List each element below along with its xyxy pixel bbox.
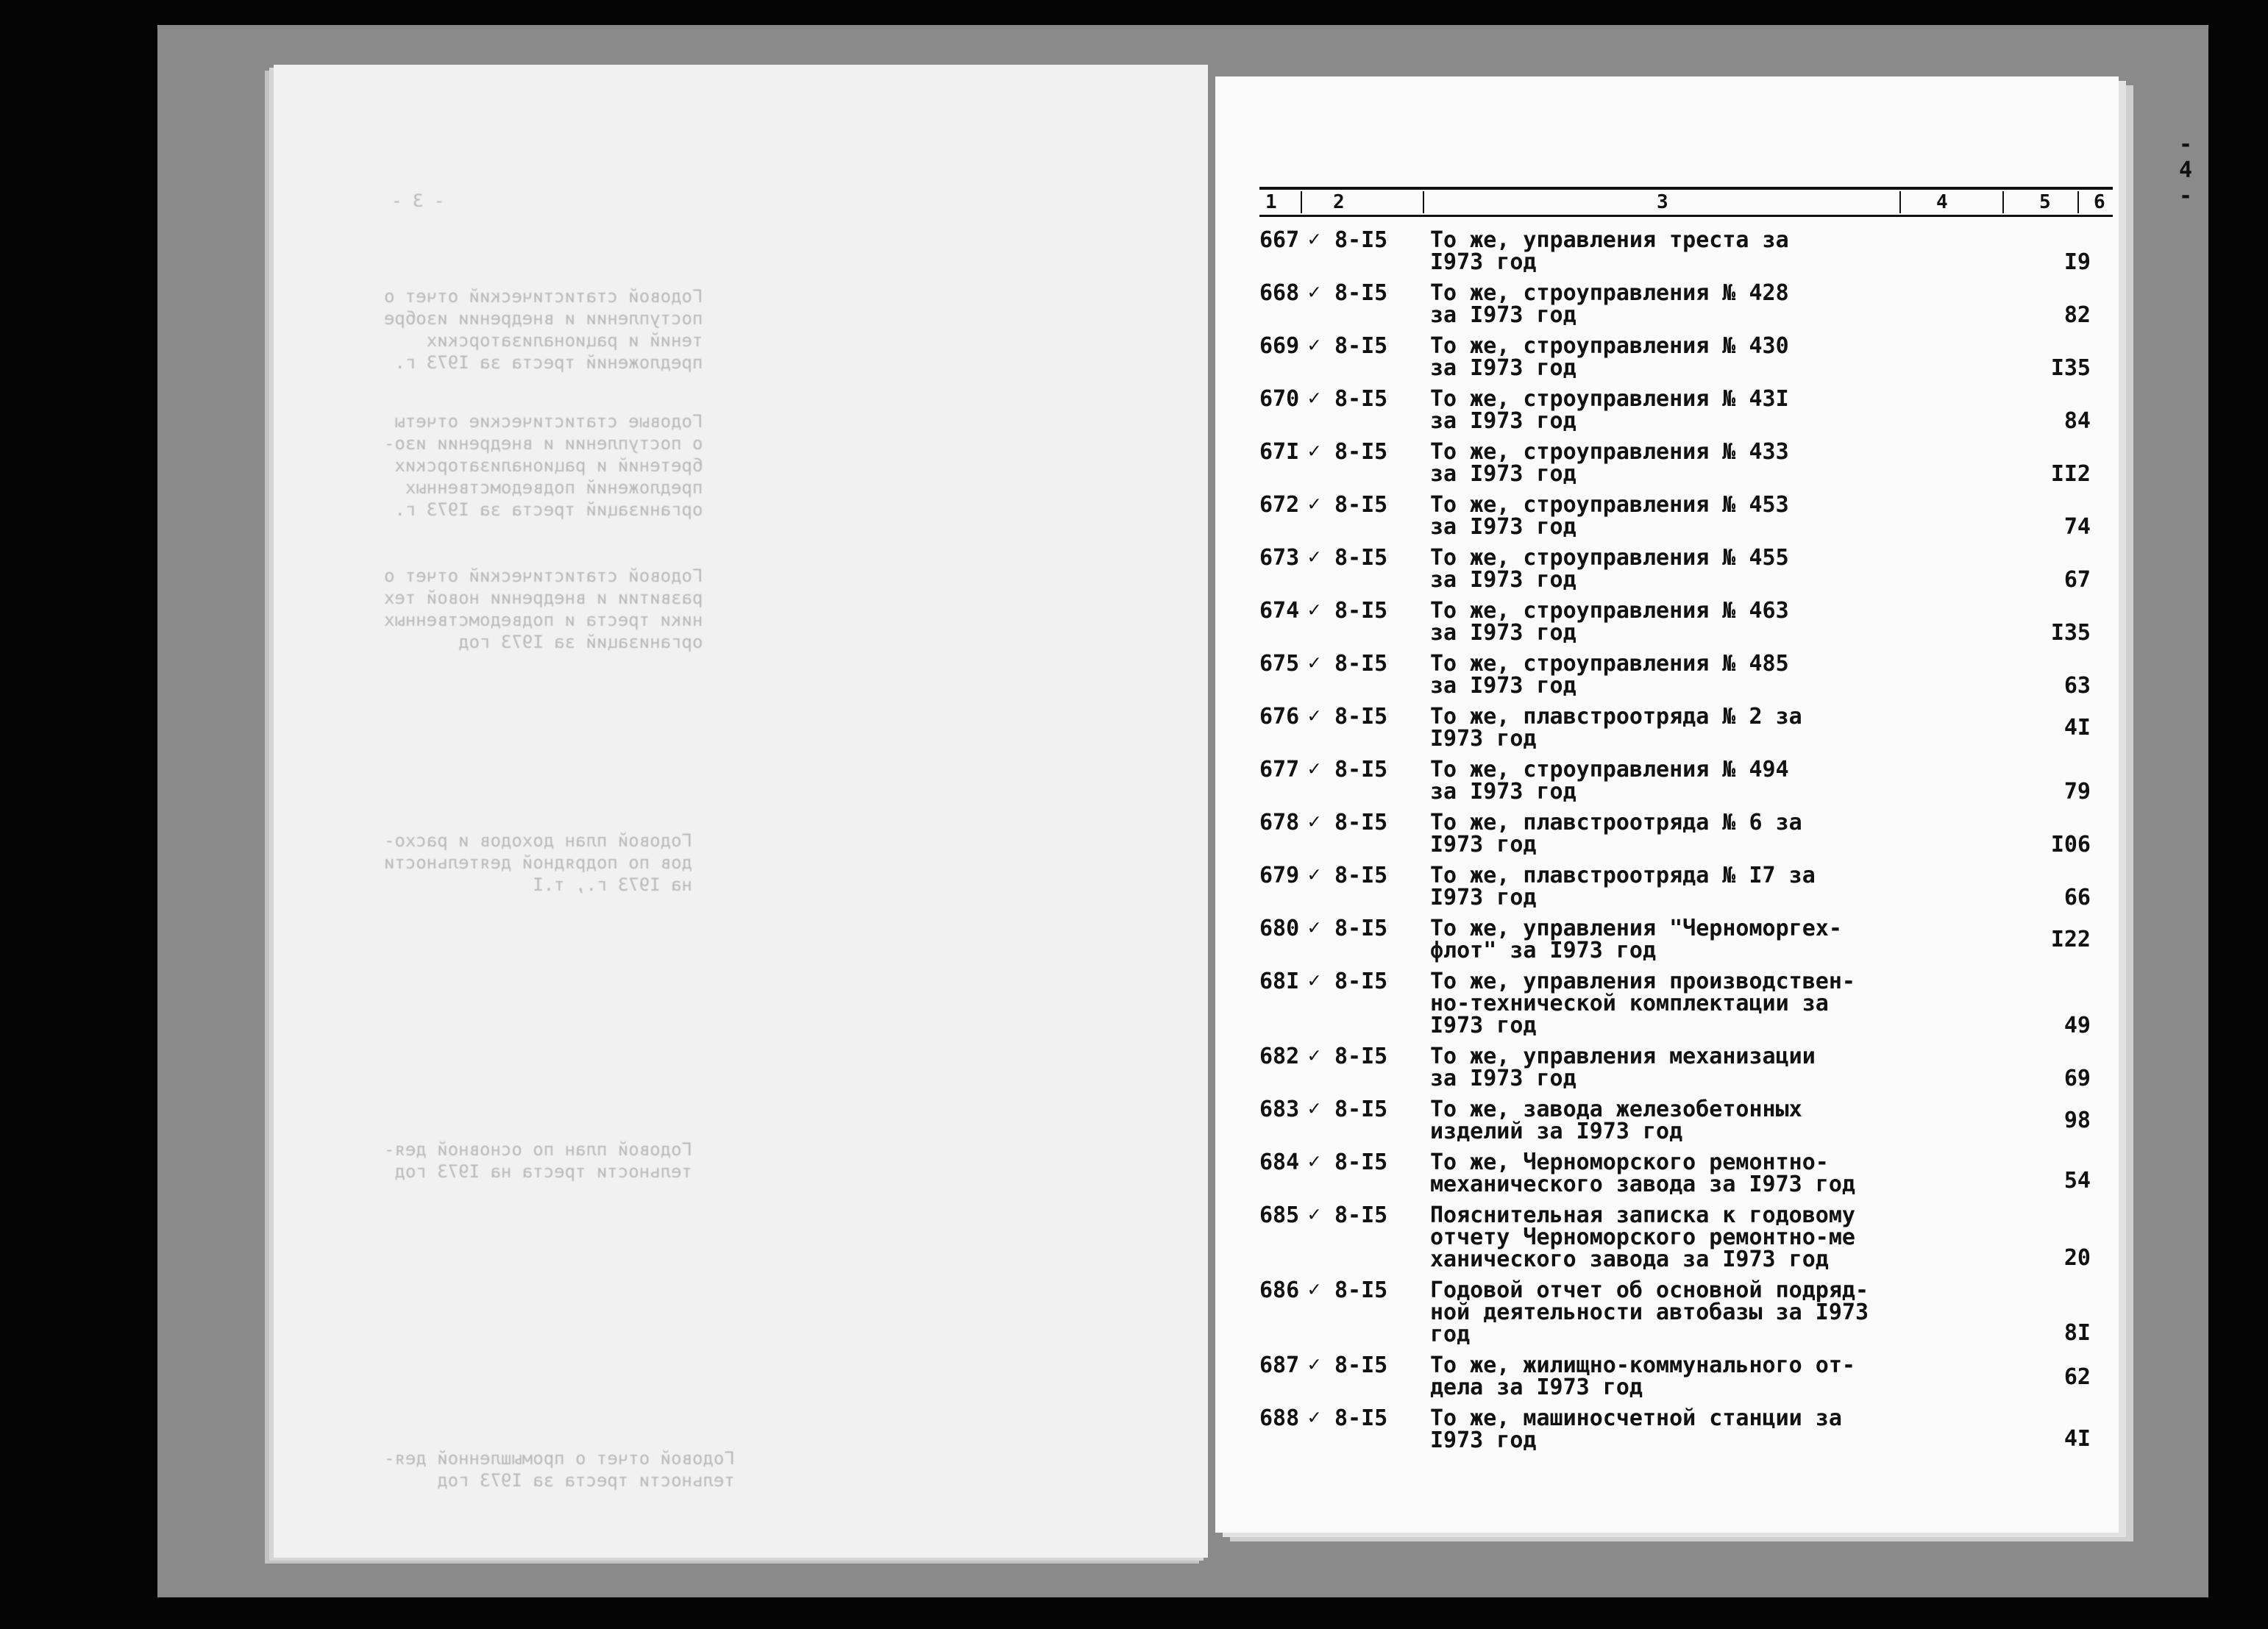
row-count: 84 (2063, 408, 2091, 434)
row-count: 67 (2063, 567, 2091, 593)
checkmark-icon: ✓ (1308, 1405, 1320, 1429)
row-title: То же, плавстроотряда № I7 за I973 год (1430, 863, 1816, 910)
row-count: 4I (2063, 715, 2091, 741)
column-header: 5 (2039, 191, 2051, 213)
checkmark-icon: ✓ (1308, 1277, 1320, 1301)
row-code: 8-I5 (1334, 280, 1388, 306)
table-top-rule (1259, 187, 2113, 190)
row-title: Годовой отчет об основной подряд- ной деятельности автобазы за I973 год (1430, 1277, 1869, 1347)
row-count: I35 (2050, 620, 2091, 646)
row-code: 8-I5 (1334, 969, 1388, 994)
row-code: 8-I5 (1334, 810, 1388, 835)
row-code: 8-I5 (1334, 333, 1388, 359)
row-number: 675 (1259, 651, 1300, 677)
inventory-table (1259, 187, 2113, 1584)
column-header: 6 (2094, 191, 2105, 213)
row-number: 677 (1259, 757, 1300, 783)
row-title: То же, Черноморского ремонтно- механического завода за I973 год (1430, 1149, 1855, 1197)
row-code: 8-I5 (1334, 227, 1388, 253)
row-code: 8-I5 (1334, 439, 1388, 465)
row-title: То же, строуправления № 433 за I973 год (1430, 439, 1789, 487)
row-number: 676 (1259, 704, 1300, 730)
checkmark-icon: ✓ (1308, 491, 1320, 516)
column-headers (1259, 191, 2113, 213)
row-title: То же, строуправления № 463 за I973 год (1430, 598, 1789, 646)
row-code: 8-I5 (1334, 598, 1388, 624)
row-number: 683 (1259, 1097, 1300, 1122)
row-code: 8-I5 (1334, 757, 1388, 783)
row-code: 8-I5 (1334, 545, 1388, 571)
checkmark-icon: ✓ (1308, 650, 1320, 674)
row-number: 67I (1259, 439, 1300, 465)
page-header (1215, 132, 2193, 209)
checkmark-icon: ✓ (1308, 597, 1320, 621)
checkmark-icon: ✓ (1308, 227, 1320, 251)
row-code: 8-I5 (1334, 1097, 1388, 1122)
column-header: 1 (1265, 191, 1277, 213)
row-count: 74 (2063, 514, 2091, 540)
row-number: 670 (1259, 386, 1300, 412)
checkmark-icon: ✓ (1308, 1096, 1320, 1120)
row-number: 669 (1259, 333, 1300, 359)
row-number: 682 (1259, 1044, 1300, 1069)
row-title: То же, машиносчетной станции за I973 год (1430, 1405, 1842, 1453)
row-count: 4I (2063, 1426, 2091, 1452)
row-count: 79 (2063, 779, 2091, 805)
page-number: - 4 - (2179, 132, 2193, 209)
right-page (1215, 76, 2193, 1533)
row-title: То же, управления "Черноморгех- флот" за I973 год (1430, 916, 1842, 963)
row-title: То же, строуправления № 494 за I973 год (1430, 757, 1789, 805)
row-count: I35 (2050, 355, 2091, 381)
row-code: 8-I5 (1334, 863, 1388, 888)
row-code: 8-I5 (1334, 1044, 1388, 1069)
checkmark-icon: ✓ (1308, 862, 1320, 886)
checkmark-icon: ✓ (1308, 332, 1320, 357)
row-count: I9 (2063, 249, 2091, 275)
show-through-text: Годовой статистический отчет о развитии и внедрении новой тех ники треста и подведомственных организаций за I973 год (384, 566, 703, 652)
show-through-text: Годовой план доходов и расхо- дов по подрядной деятельности на I973 г., т.I (384, 830, 693, 895)
row-number: 684 (1259, 1149, 1300, 1175)
row-count: 20 (2063, 1245, 2091, 1271)
table-header-rule (1259, 215, 2113, 217)
row-title: То же, плавстроотряда № 2 за I973 год (1430, 704, 1802, 752)
row-count: 98 (2063, 1108, 2091, 1133)
row-count: I06 (2050, 832, 2091, 858)
row-count: 62 (2063, 1364, 2091, 1390)
row-title: Пояснительная записка к годовому отчету Черноморского ремонтно-ме ханического завода за I973 год (1430, 1202, 1855, 1272)
row-number: 686 (1259, 1277, 1300, 1303)
show-through-text: Годовой отчет о промышленной дея- тельности треста за I973 год (384, 1448, 735, 1491)
checkmark-icon: ✓ (1308, 438, 1320, 463)
row-number: 667 (1259, 227, 1300, 253)
row-title: То же, жилищно-коммунального от- дела за I973 год (1430, 1352, 1855, 1400)
row-count: 69 (2063, 1066, 2091, 1091)
row-number: 668 (1259, 280, 1300, 306)
row-number: 688 (1259, 1405, 1300, 1431)
row-count: 8I (2063, 1320, 2091, 1346)
row-code: 8-I5 (1334, 386, 1388, 412)
row-title: То же, управления производствен- но-технической комплектации за I973 год (1430, 969, 1855, 1038)
checkmark-icon: ✓ (1308, 703, 1320, 727)
row-number: 687 (1259, 1352, 1300, 1378)
checkmark-icon: ✓ (1308, 279, 1320, 304)
row-count: 82 (2063, 302, 2091, 328)
row-code: 8-I5 (1334, 1149, 1388, 1175)
row-title: То же, строуправления № 43I за I973 год (1430, 386, 1789, 434)
show-through-text: Годовой статистический отчет о поступлении и внедрении изобре тений и рационализаторских предложений треста за I973 г. (384, 286, 703, 373)
checkmark-icon: ✓ (1308, 756, 1320, 780)
left-page (274, 65, 1208, 1558)
checkmark-icon: ✓ (1308, 1149, 1320, 1173)
row-number: 674 (1259, 598, 1300, 624)
checkmark-icon: ✓ (1308, 385, 1320, 410)
column-header: 2 (1333, 191, 1345, 213)
row-code: 8-I5 (1334, 704, 1388, 730)
row-count: I22 (2050, 927, 2091, 952)
checkmark-icon: ✓ (1308, 1043, 1320, 1067)
row-number: 680 (1259, 916, 1300, 941)
row-count: 66 (2063, 885, 2091, 910)
row-code: 8-I5 (1334, 1202, 1388, 1228)
checkmark-icon: ✓ (1308, 915, 1320, 939)
row-title: То же, завода железобетонных изделий за I973 год (1430, 1097, 1802, 1144)
row-title: То же, строуправления № 455 за I973 год (1430, 545, 1789, 593)
row-code: 8-I5 (1334, 1352, 1388, 1378)
column-header: 4 (1936, 191, 1948, 213)
checkmark-icon: ✓ (1308, 809, 1320, 833)
row-title: То же, строуправления № 428 за I973 год (1430, 280, 1789, 328)
row-number: 68I (1259, 969, 1300, 994)
row-count: II2 (2050, 461, 2091, 487)
checkmark-icon: ✓ (1308, 968, 1320, 992)
show-through-text: - 3 - (391, 190, 445, 211)
row-title: То же, строуправления № 485 за I973 год (1430, 651, 1789, 699)
checkmark-icon: ✓ (1308, 544, 1320, 568)
row-title: То же, строуправления № 453 за I973 год (1430, 492, 1789, 540)
row-title: То же, управления механизации за I973 год (1430, 1044, 1816, 1091)
row-code: 8-I5 (1334, 651, 1388, 677)
row-code: 8-I5 (1334, 492, 1388, 518)
row-count: 63 (2063, 673, 2091, 699)
checkmark-icon: ✓ (1308, 1352, 1320, 1376)
checkmark-icon: ✓ (1308, 1202, 1320, 1226)
row-title: То же, управления треста за I973 год (1430, 227, 1789, 275)
row-title: То же, строуправления № 430 за I973 год (1430, 333, 1789, 381)
row-number: 685 (1259, 1202, 1300, 1228)
row-number: 672 (1259, 492, 1300, 518)
row-code: 8-I5 (1334, 1277, 1388, 1303)
row-count: 54 (2063, 1168, 2091, 1194)
row-number: 673 (1259, 545, 1300, 571)
row-number: 679 (1259, 863, 1300, 888)
row-count: 49 (2063, 1013, 2091, 1038)
show-through-text: Годовые статистические отчеты о поступлении и внедрении изо- бретений и рационализаторских предложений подведомственных организаций треста за I973 г. (384, 411, 703, 520)
show-through-text: Годовой план по основной дея- тельности треста на I973 год (384, 1139, 693, 1182)
row-number: 678 (1259, 810, 1300, 835)
row-code: 8-I5 (1334, 916, 1388, 941)
row-code: 8-I5 (1334, 1405, 1388, 1431)
column-header: 3 (1657, 191, 1668, 213)
row-title: То же, плавстроотряда № 6 за I973 год (1430, 810, 1802, 858)
